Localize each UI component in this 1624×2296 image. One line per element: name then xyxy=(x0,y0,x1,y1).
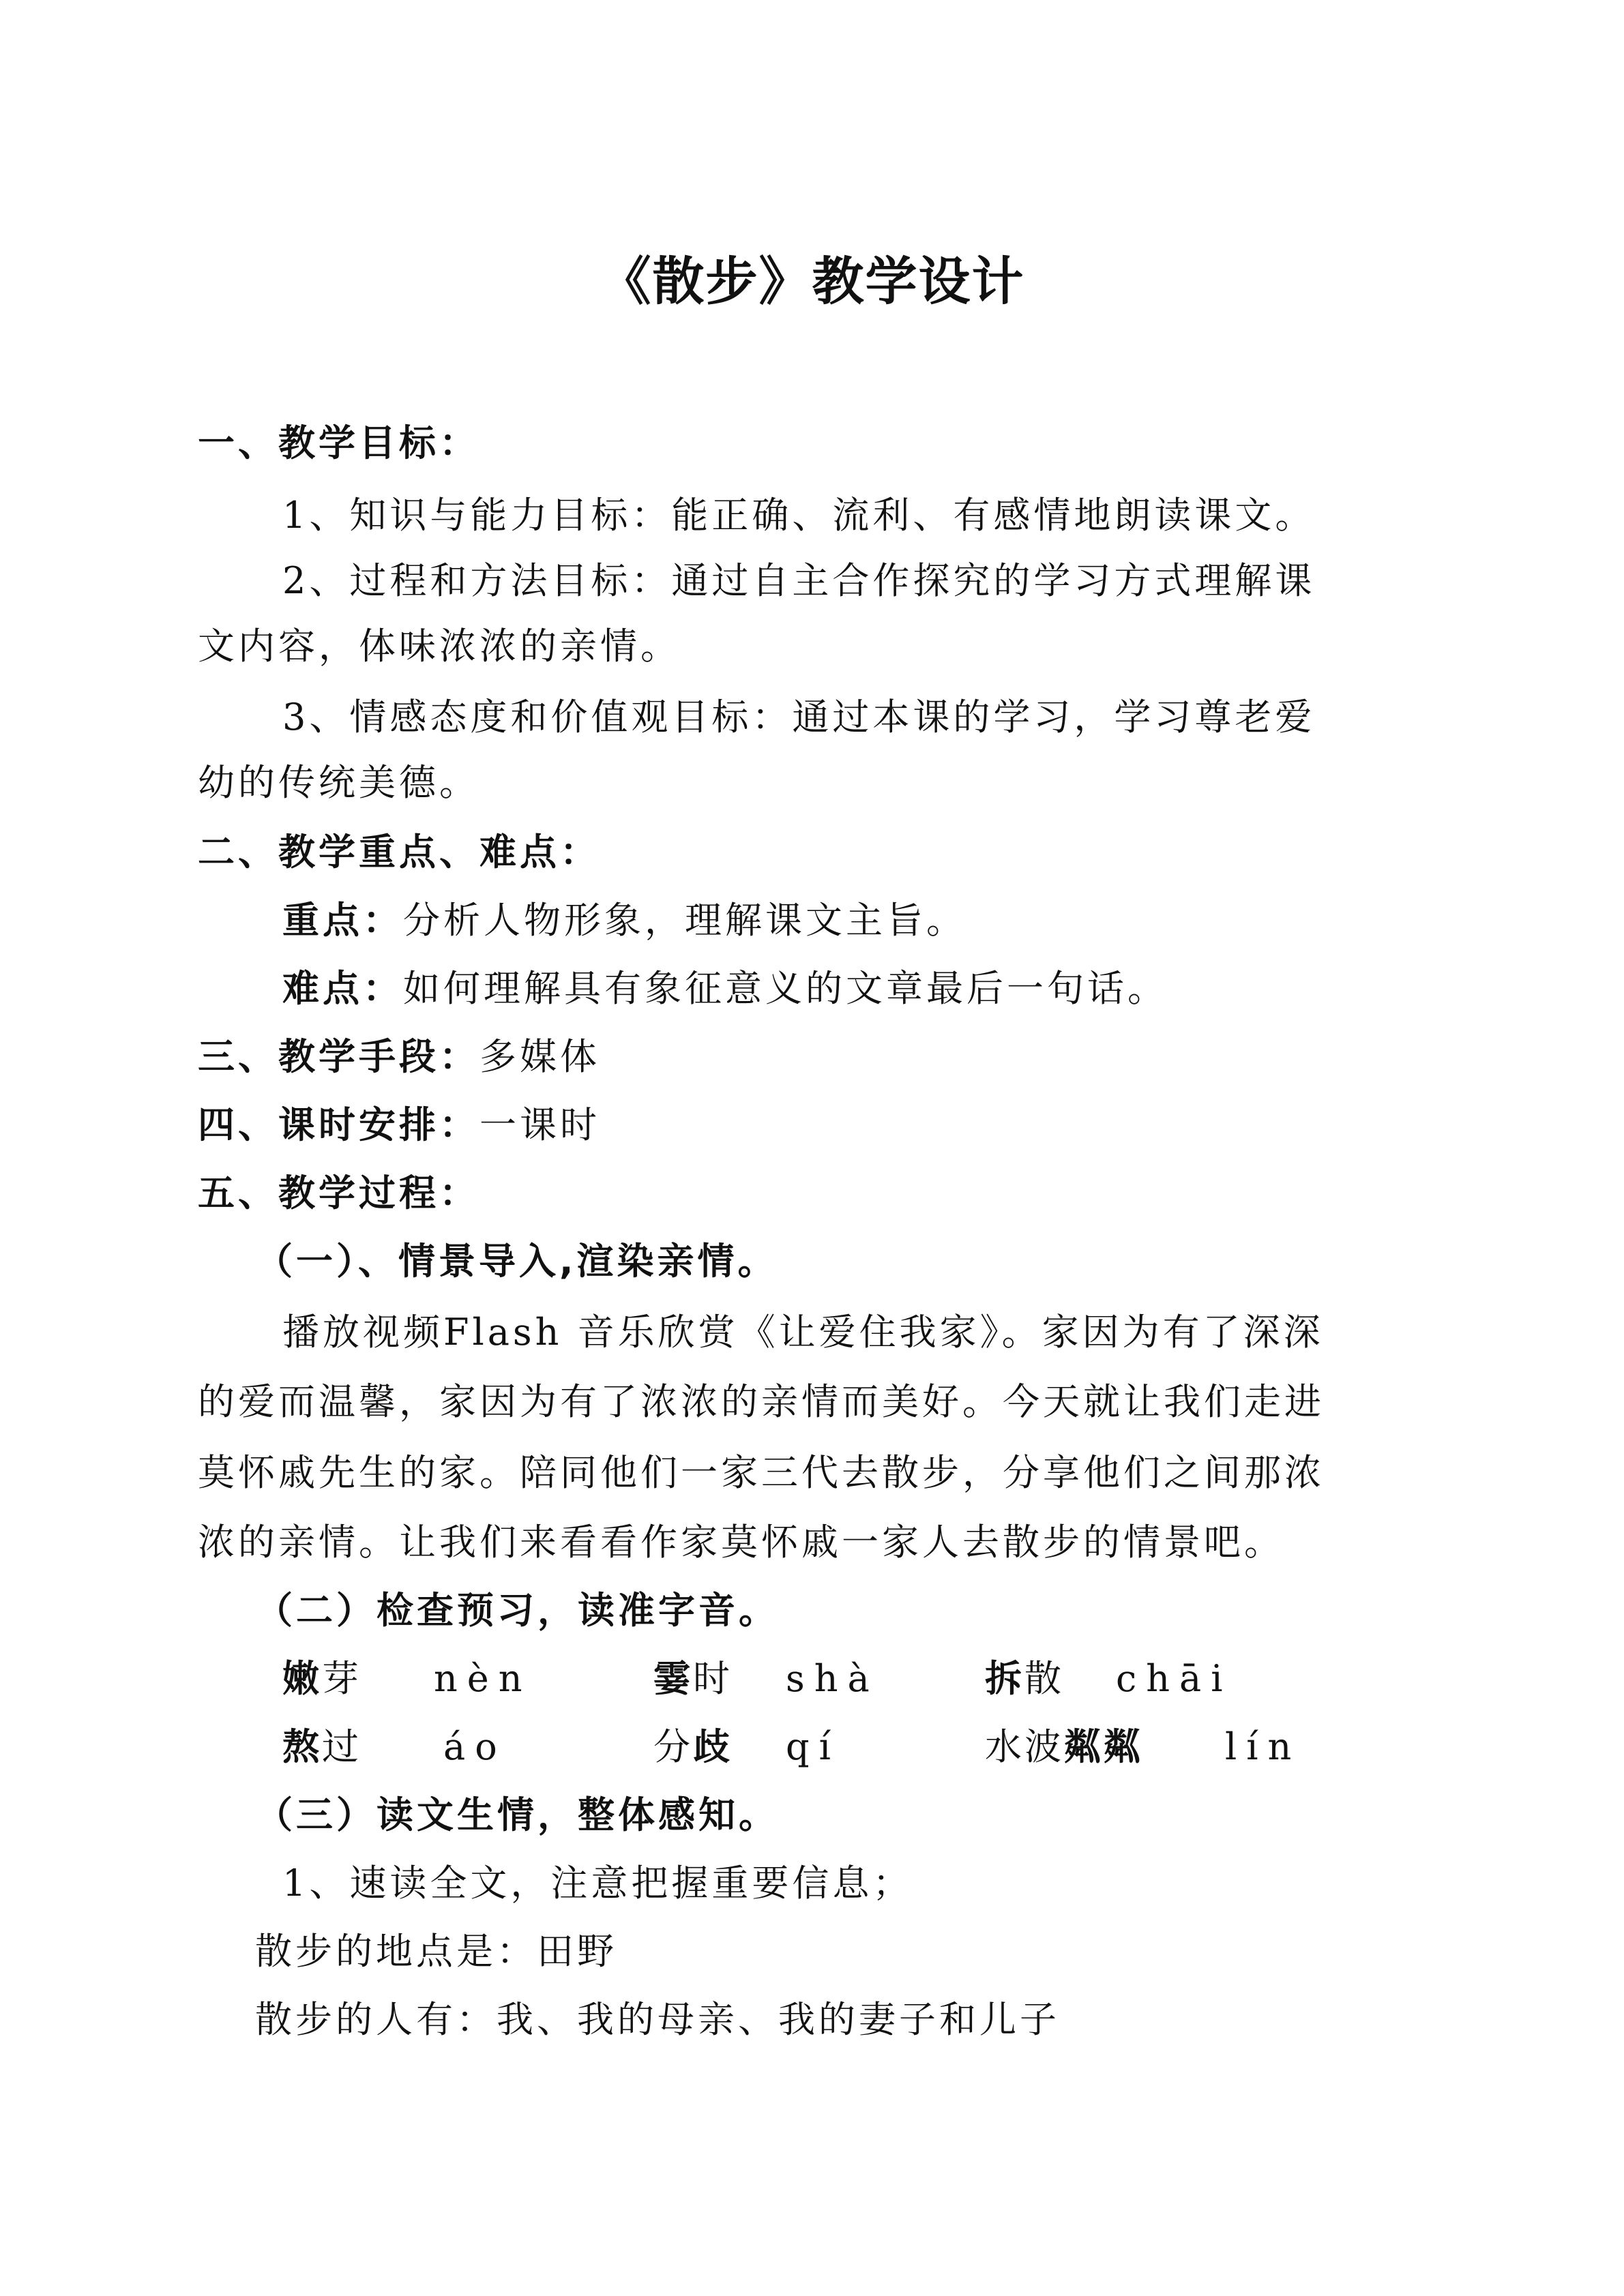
heading-goals: 一、教学目标： xyxy=(198,421,479,464)
vocab-word-3: 拆散 xyxy=(985,1657,1064,1700)
focus-text: 分析人物形象，理解课文主旨。 xyxy=(403,899,966,942)
goal-3-line-1: 3、情感态度和价值观目标：通过本课的学习，学习尊老爱 xyxy=(282,696,1316,739)
heading-process: 五、教学过程： xyxy=(198,1172,479,1214)
step-1-paragraph-line-2: 的爱而温馨，家因为有了浓浓的亲情而美好。今天就让我们走进 xyxy=(198,1380,1325,1423)
vocab-pinyin-2: shà xyxy=(786,1657,879,1700)
walk-place: 散步的地点是：田野 xyxy=(255,1930,617,1973)
step-2-heading: （二）检查预习，读准字音。 xyxy=(256,1589,779,1632)
vocab-pinyin-4: áo xyxy=(443,1725,507,1768)
schedule-line xyxy=(198,1098,600,1152)
difficulty-label: 难点： xyxy=(282,967,403,1010)
step-1-heading: （一）、情景导入,渲染亲情。 xyxy=(256,1240,778,1283)
vocab-word-5: 分歧 xyxy=(653,1725,733,1768)
step-1-paragraph-line-1: 播放视频Flash 音乐欣赏《让爱住我家》。家因为有了深深 xyxy=(282,1311,1324,1354)
focus-line xyxy=(282,893,966,948)
step-1-paragraph-line-3: 莫怀戚先生的家。陪同他们一家三代去散步，分享他们之间那浓 xyxy=(198,1451,1325,1494)
means-label: 三、教学手段： xyxy=(198,1035,479,1078)
document-title: 《散步》教学设计 xyxy=(599,251,1025,312)
schedule-value: 一课时 xyxy=(479,1103,600,1146)
vocab-pinyin-5: qí xyxy=(786,1725,840,1768)
vocab-word-6: 水波粼粼 xyxy=(985,1725,1143,1768)
step-3-heading: （三）读文生情，整体感知。 xyxy=(256,1793,779,1836)
vocab-word-2: 霎时 xyxy=(653,1657,733,1700)
means-line xyxy=(198,1030,600,1084)
schedule-label: 四、课时安排： xyxy=(198,1103,479,1146)
goal-2-line-1: 2、过程和方法目标：通过自主合作探究的学习方式理解课 xyxy=(282,559,1316,602)
goal-3-line-2: 幼的传统美德。 xyxy=(198,761,479,804)
vocab-pinyin-3: chāi xyxy=(1116,1657,1232,1700)
vocab-pinyin-1: nèn xyxy=(434,1657,532,1700)
step-3-task-1: 1、速读全文，注意把握重要信息； xyxy=(282,1862,913,1905)
vocab-word-4: 熬过 xyxy=(282,1725,361,1768)
means-value: 多媒体 xyxy=(479,1035,600,1078)
focus-label: 重点： xyxy=(282,899,403,942)
step-1-paragraph-line-4: 浓的亲情。让我们来看看作家莫怀戚一家人去散步的情景吧。 xyxy=(198,1521,1284,1564)
heading-key-points: 二、教学重点、难点： xyxy=(198,831,600,874)
walk-people: 散步的人有：我、我的母亲、我的妻子和儿子 xyxy=(255,1998,1060,2041)
goal-1: 1、知识与能力目标：能正确、流利、有感情地朗读课文。 xyxy=(282,494,1316,537)
difficulty-line xyxy=(282,961,1168,1016)
vocab-word-1: 嫩芽 xyxy=(282,1657,361,1700)
vocab-pinyin-6: lín xyxy=(1225,1725,1301,1768)
difficulty-text: 如何理解具有象征意义的文章最后一句话。 xyxy=(403,967,1168,1010)
goal-2-line-2: 文内容，体味浓浓的亲情。 xyxy=(198,625,681,668)
